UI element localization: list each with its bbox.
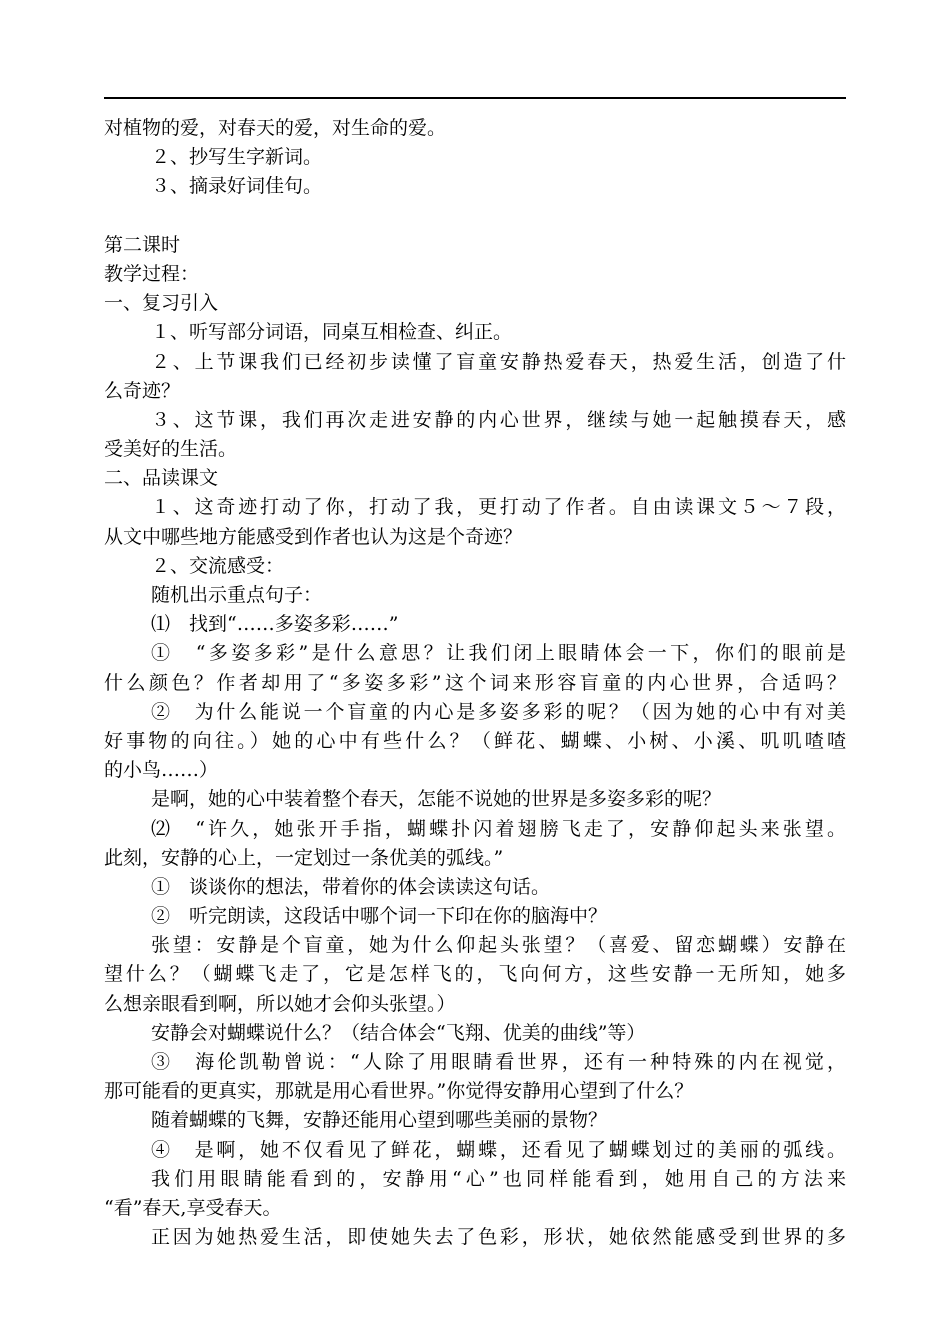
text-line: 二、品读课文: [104, 467, 219, 490]
text-line: ④ 是啊，她不仅看见了鲜花，蝴蝶，还看见了蝴蝶划过的美丽的弧线。: [151, 1138, 846, 1161]
blank-line: [104, 202, 846, 231]
text-line: 随机出示重点句子：: [151, 584, 323, 606]
text-line: ② 听完朗读，这段话中哪个词一下印在你的脑海中？: [151, 905, 608, 928]
text-line: 望什么？（蝴蝶飞走了，它是怎样飞的，飞向何方，这些安静一无所知，她多: [104, 963, 846, 986]
text-line: ３、摘录好词佳句。: [151, 175, 323, 198]
text-line: 受美好的生活。: [104, 438, 238, 461]
text-line: ③ 海伦凯勒曾说：“人除了用眼睛看世界，还有一种特殊的内在视觉，: [151, 1051, 846, 1073]
text-line: 是啊，她的心中装着整个春天，怎能不说她的世界是多姿多彩的呢？: [151, 788, 722, 811]
text-line: 什么颜色？作者却用了“多姿多彩”这个词来形容盲童的内心世界，合适吗？: [104, 671, 846, 694]
text-line: 么奇迹？: [104, 379, 181, 402]
text-line: ３、这节课，我们再次走进安静的内心世界，继续与她一起触摸春天，感: [151, 408, 846, 431]
text-line: １、这奇迹打动了你，打动了我，更打动了作者。自由读课文５～７段，: [151, 496, 846, 519]
text-line: 从文中哪些地方能感受到作者也认为这是个奇迹？: [104, 525, 523, 548]
text-line: 的小鸟……）: [104, 759, 219, 782]
text-line: ２、交流感受：: [151, 554, 285, 577]
text-line: ⑴ 找到“……多姿多彩……”: [151, 613, 399, 636]
text-line: 那可能看的更真实，那就是用心看世界。”你觉得安静用心望到了什么？: [104, 1080, 694, 1103]
text-line: 第二课时: [104, 233, 181, 256]
text-line: ② 为什么能说一个盲童的内心是多姿多彩的呢？（因为她的心中有对美: [151, 700, 846, 723]
text-line: 安静会对蝴蝶说什么？（结合体会“飞翔、优美的曲线”等）: [151, 1021, 646, 1044]
text-line: 我们用眼睛能看到的，安静用“心”也同样能看到，她用自己的方法来: [151, 1167, 846, 1190]
text-line: ２、上节课我们已经初步读懂了盲童安静热爱春天，热爱生活，创造了什: [151, 350, 846, 373]
text-line: ① “多姿多彩”是什么意思？让我们闭上眼睛体会一下，你们的眼前是: [151, 642, 846, 665]
text-line: 此刻，安静的心上，一定划过一条优美的弧线。”: [104, 846, 504, 869]
document-body: [104, 114, 846, 1252]
text-line: ⑵ “许久，她张开手指，蝴蝶扑闪着翅膀飞走了，安静仰起头来张望。: [151, 817, 846, 840]
text-line: 一、复习引入: [104, 292, 219, 315]
text-line: 好事物的向往。）她的心中有些什么？（鲜花、蝴蝶、小树、小溪、叽叽喳喳: [104, 729, 846, 752]
text-line: 正因为她热爱生活，即使她失去了色彩，形状，她依然能感受到世界的多: [151, 1226, 846, 1249]
text-line: ① 谈谈你的想法，带着你的体会读读这句话。: [151, 875, 551, 898]
text-line: 对植物的爱，对春天的爱，对生命的爱。: [104, 117, 447, 139]
text-line: ２、抄写生字新词。: [151, 146, 323, 169]
text-line: 教学过程：: [104, 262, 200, 285]
text-line: 么想亲眼看到啊，所以她才会仰头张望。）: [104, 992, 456, 1015]
header-rule: [104, 97, 846, 99]
text-line: １、听写部分词语，同桌互相检查、纠正。: [151, 321, 513, 344]
text-line: 张望：安静是个盲童，她为什么仰起头张望？（喜爱、留恋蝴蝶）安静在: [151, 934, 846, 957]
text-line: 随着蝴蝶的飞舞，安静还能用心望到哪些美丽的景物？: [151, 1109, 608, 1132]
text-line: “看”春天,享受春天。: [104, 1196, 282, 1219]
